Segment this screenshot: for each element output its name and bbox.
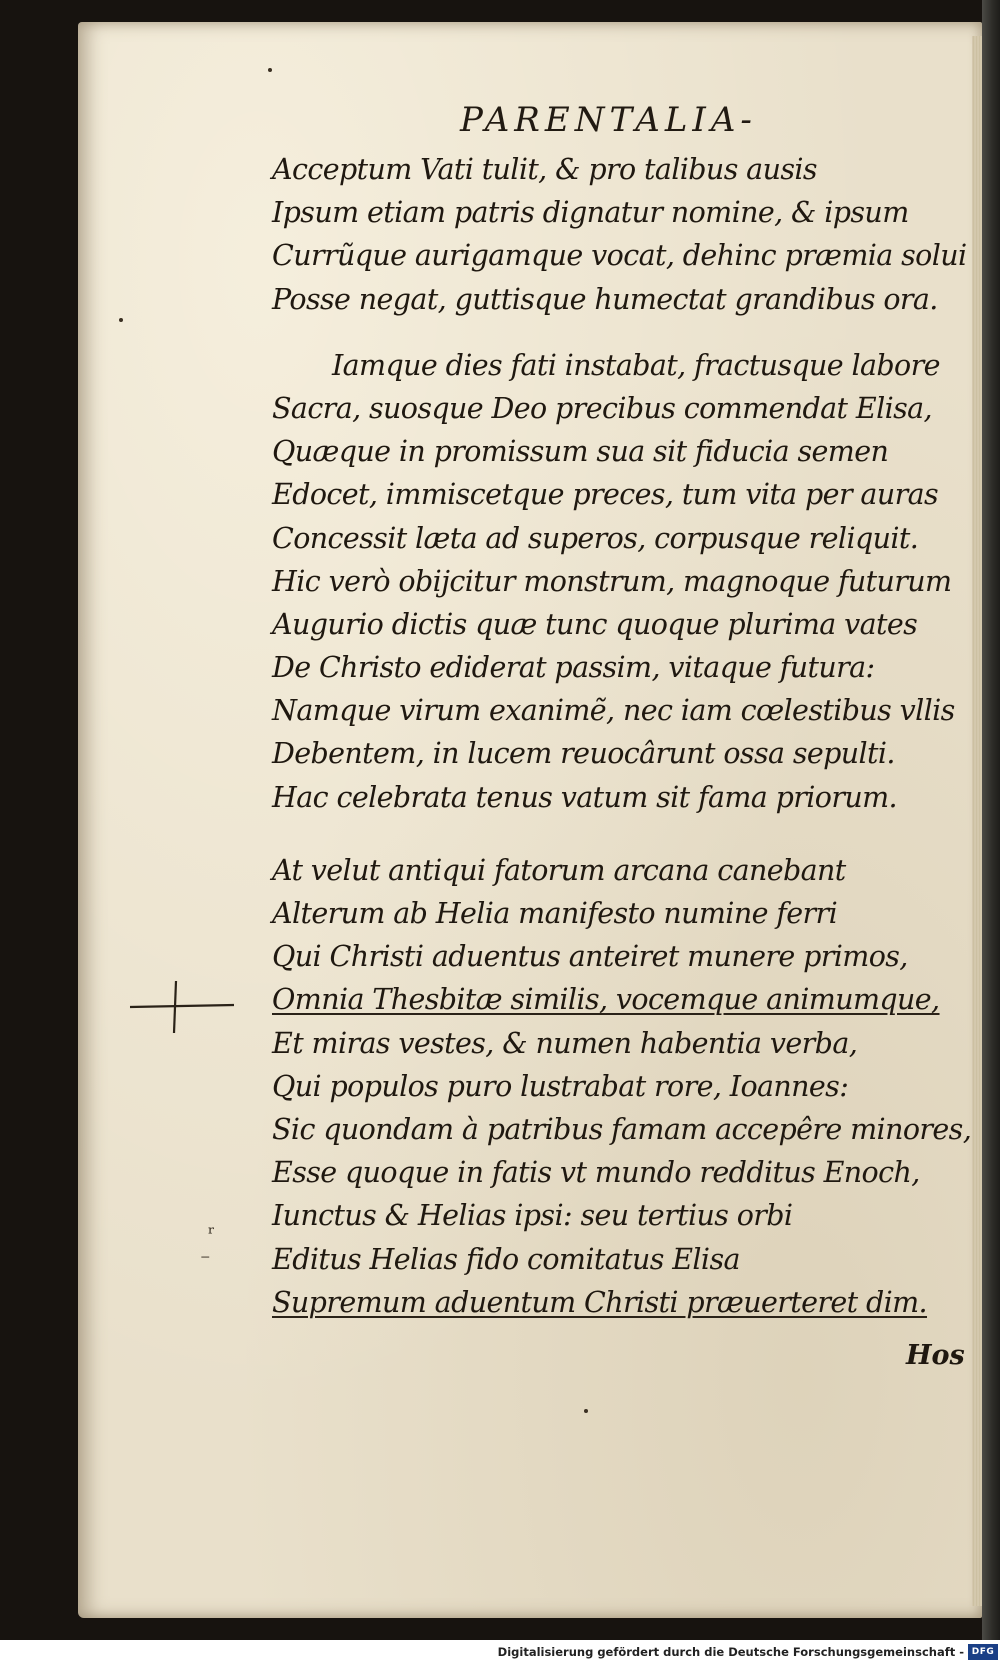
verse-line: Hic verò obijcitur monstrum, magnoque futurum [272, 564, 952, 598]
margin-tick-icon: ʳ [208, 1221, 215, 1245]
verse-line: Qui populos puro lustrabat rore, Ioannes: [272, 1069, 849, 1103]
verse-line: Namque virum exanimẽ, nec iam cœlestibus vllis [272, 694, 955, 728]
verse-line: Acceptum Vati tulit, & pro talibus ausis [272, 153, 817, 186]
verse-line: Esse quoque in fatis vt mundo redditus Enoch, [272, 1156, 920, 1190]
margin-cross-mark-icon [128, 975, 236, 1035]
verse-line-underlined: Omnia Thesbitæ similis, vocemque animumque, [272, 983, 940, 1017]
verse-line: Iamque dies fati instabat, fractusque labore [332, 348, 940, 382]
verse-line: Et miras vestes, & numen habentia verba, [272, 1026, 858, 1060]
catchword: Hos [906, 1340, 965, 1371]
verse-line: Posse negat, guttisque humectat grandibus ora. [272, 282, 938, 316]
verse-line: Currũque aurigamque vocat, dehinc præmia solui [272, 239, 967, 273]
verse-line: Ipsum etiam patris dignatur nomine, & ipsum [272, 196, 909, 230]
ink-speck [268, 68, 272, 72]
margin-tick-icon: ⁻ [200, 1248, 211, 1272]
page-edge [972, 36, 982, 1606]
ink-speck [119, 318, 123, 322]
verse-line: Concessit læta ad superos, corpusque reliquit. [272, 521, 919, 555]
funding-credit: Digitalisierung gefördert durch die Deutsche Forschungsgemeinschaft - [497, 1645, 964, 1659]
running-head: PARENTALIA- [460, 100, 757, 140]
stanza-3 [272, 849, 972, 1324]
stanza-1 [272, 148, 972, 321]
verse-line: Edocet, immiscetque preces, tum vita per auras [272, 478, 939, 512]
footer-bar [0, 1640, 1000, 1666]
verse-line: Debentem, in lucem reuocârunt ossa sepulti. [272, 737, 895, 771]
verse-line: Iunctus & Helias ipsi: seu tertius orbi [272, 1199, 793, 1233]
verse-line: Qui Christi aduentus anteiret munere primos, [272, 940, 908, 974]
verse-line: Augurio dictis quæ tunc quoque plurima vates [272, 607, 918, 641]
book-cover-edge [982, 0, 1000, 1640]
ink-speck [584, 1409, 588, 1413]
verse-line: Editus Helias fido comitatus Elisa [272, 1242, 740, 1276]
verse-line: At velut antiqui fatorum arcana canebant [272, 853, 846, 887]
stanza-2 [272, 344, 972, 819]
poem-text [272, 148, 972, 1324]
verse-line: De Christo ediderat passim, vitaque futura: [272, 651, 875, 685]
verse-line-underlined: Supremum aduentum Christi præuerteret dim. [272, 1285, 928, 1319]
verse-line: Hac celebrata tenus vatum sit fama priorum. [272, 780, 898, 814]
verse-line: Sic quondam à patribus famam accepêre minores, [272, 1112, 972, 1146]
verse-line: Quæque in promissum sua sit fiducia semen [272, 435, 889, 469]
verse-line: Sacra, suosque Deo precibus commendat Elisa, [272, 391, 932, 425]
verse-line: Alterum ab Helia manifesto numine ferri [272, 897, 838, 930]
dfg-logo: DFG [968, 1644, 998, 1660]
